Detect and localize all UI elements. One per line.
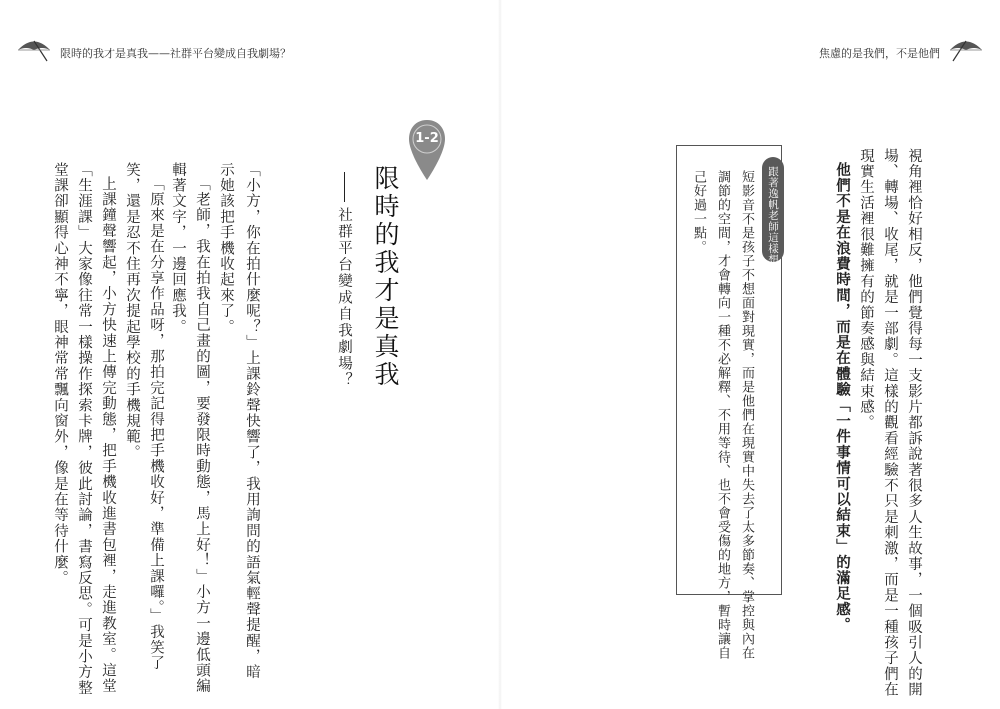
chapter-number: 1-2 — [415, 131, 439, 146]
body-column: 「原來是在分享作品呀，那拍完記得把手機收好，準備上課囉。」我笑了 — [148, 176, 164, 672]
note-column: 調節的空間，才會轉向一種不必解釋、不用等待、也不會受傷的地方，暫時讓自 — [715, 170, 730, 660]
body-column: 示她該把手機收起來了。 — [218, 162, 234, 335]
note-column: 短影音不是孩子不想面對現實，而是他們在現實中失去了太多節奏、掌控與內在 — [739, 170, 754, 660]
body-column: 場、轉場、收尾，就是一部劇。這樣的觀看經驗不只是刺激，而是一種孩子們在 — [882, 148, 898, 698]
body-column: 上課鐘聲響起，小方快速上傳完動態，把手機收進書包裡，走進教室。這堂 — [100, 176, 116, 695]
umbrella-icon — [946, 33, 986, 63]
right-page — [500, 0, 1000, 709]
body-column: 笑，還是忍不住再次提起學校的手機規範。 — [124, 162, 140, 461]
body-column: 現實生活裡很難擁有的節奏感與結束感。 — [858, 148, 874, 431]
body-column: 「生涯課」大家像往常一樣操作探索卡牌，彼此討論，書寫反思。可是小方整 — [76, 162, 92, 696]
umbrella-icon — [14, 33, 54, 63]
body-column: 「小方，你在拍什麼呢？」上課鈴聲快響了，我用詢問的語氣輕聲提醒，暗 — [244, 162, 260, 681]
note-tab-label: 跟著逸帆老師這樣想 — [767, 166, 779, 265]
emphasis-column: 他們不是在浪費時間，而是在體驗「一件事情可以結束」的滿足感。 — [834, 162, 851, 633]
body-column: 「老師，我在拍我自己畫的圖，要發限時動態，馬上好！」小方一邊低頭編 — [194, 176, 210, 695]
body-column: 堂課卻顯得心神不寧，眼神常常飄向窗外，像是在等待什麼。 — [52, 162, 68, 586]
chapter-number-pin-icon — [408, 118, 446, 182]
running-head-right: 焦慮的是我們，不是他們 — [819, 47, 940, 60]
body-column: 輯著文字，一邊回應我。 — [170, 162, 186, 335]
body-column: 視角裡恰好相反，他們覺得每一支影片都訴說著很多人生故事，一個吸引人的開 — [906, 148, 922, 698]
chapter-subtitle: 社群平台變成自我劇場？ — [336, 207, 352, 389]
chapter-title: 限時的我才是真我 — [371, 165, 400, 389]
running-head-left: 限時的我才是真我——社群平台變成自我劇場？ — [60, 47, 291, 60]
note-column: 己好過一點。 — [691, 170, 706, 254]
subtitle-dash — [344, 172, 345, 202]
